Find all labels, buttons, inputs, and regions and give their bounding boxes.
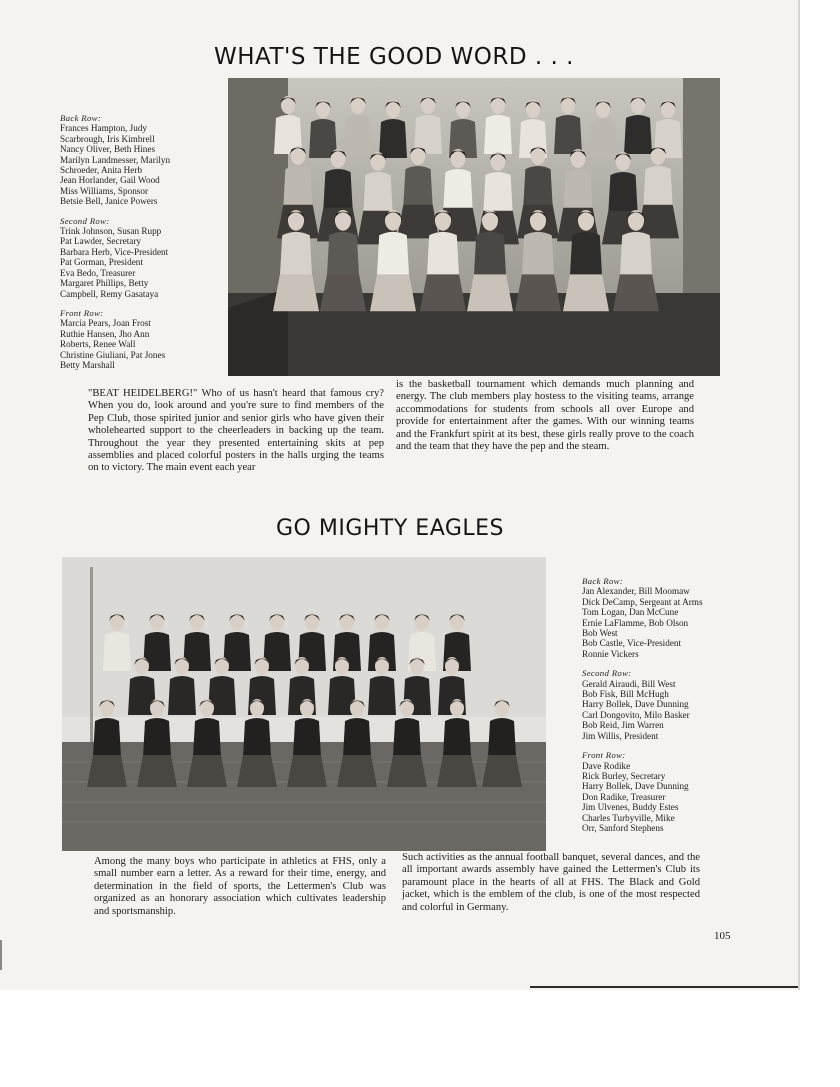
row-names: Jan Alexander, Bill Moomaw Dick DeCamp, Sergeant at Arms Tom Logan, Dan McCune Ernie LaFlamme, Bob Olson Bob West Bob Castle, Vice-President Ronnie Vickers (582, 586, 703, 659)
caption-group (582, 668, 742, 741)
caption-group (60, 216, 220, 299)
pep-club-heading: WHAT'S THE GOOD WORD . . . (214, 44, 574, 70)
pep-club-text-col1: "BEAT HEIDELBERG!" Who of us hasn't heard that famous cry? When you do, look around and you're sure to find members of the Pep Club, those spirited junior and senior girls who have given their wholehearted support to the cheerleaders in backing up the team. Throughout the year they presented entertaining skits at pep assemblies and placed colorful posters in the halls urging the teams on to victory. The main event each year (88, 388, 384, 474)
pep-club-text-col2: is the basketball tournament which demands much planning and energy. The club members play hostess to the visiting teams, arrange accommodations for students from schools all over Europe and provide for entertainment after the games. With our winning teams and the Frankfurt spirit at its best, these girls really prove to the coach and the team that they have the pep and the steam. (396, 379, 694, 453)
row-label: Front Row: (582, 750, 626, 761)
row-label: Back Row: (60, 113, 102, 123)
pep-club-group-photo (228, 78, 720, 376)
lettermen-text-col2: Such activities as the annual football banquet, several dances, and the all important awards assembly have gained the Lettermen's Club its paramount place in the hearts of all at FHS. The Black and Gold jacket, which is the emblem of the club, is one of the most respected and colorful in Germany. (402, 852, 700, 913)
lettermen-text-col1: Among the many boys who participate in athletics at FHS, only a small number earn a letter. As a reward for their time, energy, and determination in the field of sports, the Lettermen's Club was organized as an honorary association which cultivates leadership and sportsmanship. (94, 856, 386, 917)
bottom-rule (530, 986, 798, 988)
lettermen-group-photo (62, 557, 546, 851)
row-names: Marcia Pears, Joan Frost Ruthie Hansen, Jho Ann Roberts, Renee Wall Christine Giuliani, Pat Jones Betty Marshall (60, 318, 166, 370)
caption-group (60, 308, 220, 370)
row-names: Dave Rodike Rick Burley, Secretary Harry Bollek, Dave Dunning Don Radike, Treasurer Jim Ulvenes, Buddy Estes Charles Turbyville, Mike Orr, Sanford Stephens (582, 760, 689, 833)
caption-group (582, 576, 742, 659)
row-names: Gerald Airaudi, Bill West Bob Fisk, Bill McHugh Harry Bollek, Dave Dunning Carl Dongovito, Milo Basker Bob Reid, Jim Warren Jim Willis, President (582, 678, 690, 741)
lettermen-caption (582, 576, 742, 842)
row-label: Back Row: (582, 576, 624, 586)
row-names: Frances Hampton, Judy Scarbrough, Iris Kimbrell Nancy Oliver, Beth Hines Marilyn Landmesser, Marilyn Schroeder, Anita Herb Jean Horlander, Gail Wood Miss Williams, Sponsor Betsie Bell, Janice Powers (60, 123, 171, 207)
lettermen-heading: GO MIGHTY EAGLES (276, 516, 505, 541)
caption-group (60, 113, 220, 207)
pep-club-caption (60, 113, 220, 379)
caption-group (582, 750, 742, 833)
row-names: Trink Johnson, Susan Rupp Pat Lawder, Secretary Barbara Herb, Vice-President Pat Gorman, President Eva Bedo, Treasurer Margaret Phillips, Betty Campbell, Remy Gasataya (60, 226, 169, 299)
row-label: Front Row: (60, 307, 104, 318)
scan-edge-mark (0, 940, 2, 970)
page-number: 105 (714, 930, 731, 942)
row-label: Second Row: (582, 668, 632, 679)
row-label: Second Row: (60, 215, 110, 226)
